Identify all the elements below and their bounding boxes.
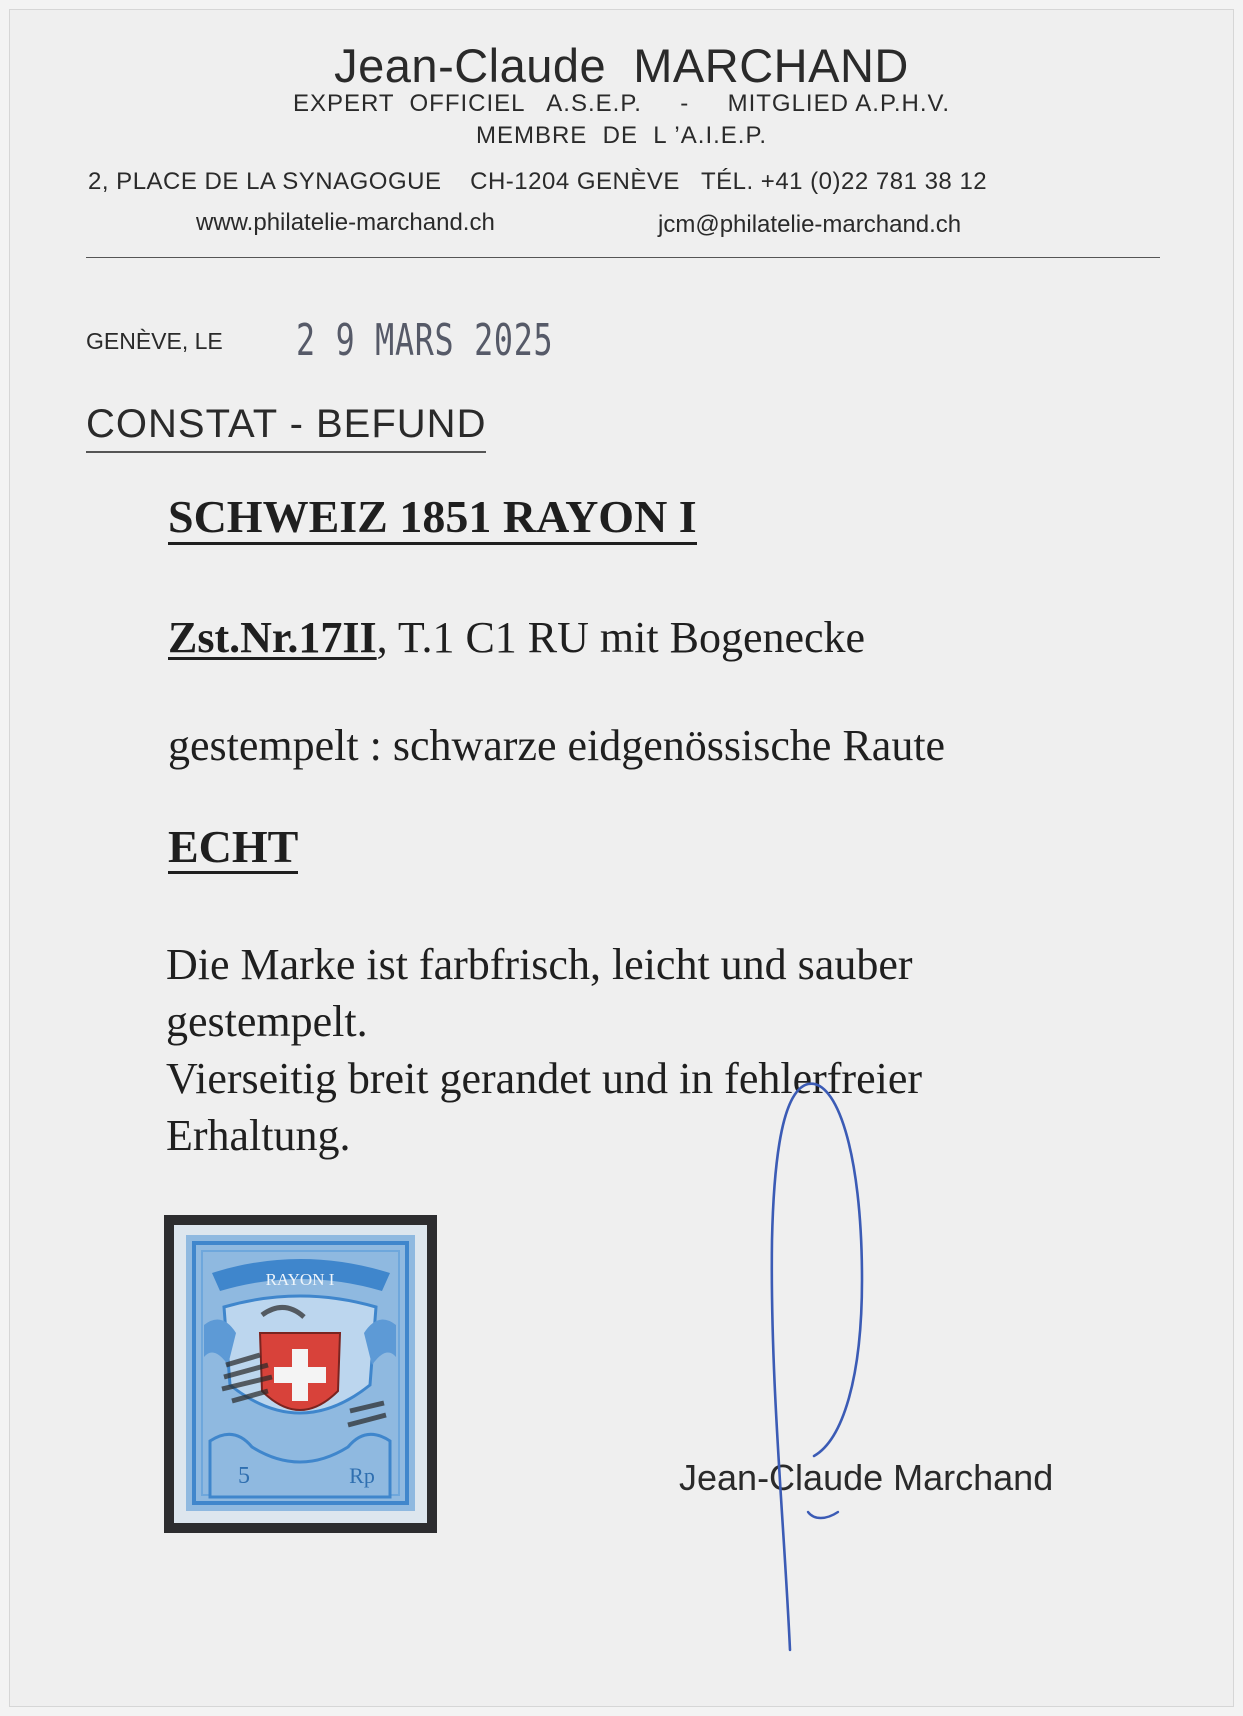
document-heading: CONSTAT - BEFUND: [86, 402, 486, 453]
condition-description: [166, 936, 922, 1164]
catalog-details: , T.1 C1 RU mit Bogenecke: [376, 613, 866, 662]
description-line: gestempelt.: [166, 997, 368, 1046]
certificate-title: SCHWEIZ 1851 RAYON I: [168, 493, 697, 545]
date-stamp: 2 9 MARS 2025: [296, 315, 554, 366]
stamp-banner-text: RAYON I: [265, 1270, 335, 1289]
expert-name: Jean-Claude MARCHAND: [334, 39, 909, 92]
website-link[interactable]: www.philatelie-marchand.ch: [196, 209, 495, 236]
stamp-unit-text: Rp: [349, 1463, 375, 1488]
expert-membership: MEMBRE DE L ’A.I.E.P.: [475, 122, 768, 149]
verdict: ECHT: [168, 823, 298, 874]
description-line: Die Marke ist farbfrisch, leicht und sauber: [166, 940, 913, 989]
stamp-image: [164, 1215, 437, 1533]
description-line: Erhaltung.: [166, 1111, 351, 1160]
postal-address: 2, PLACE DE LA SYNAGOGUE CH-1204 GENÈVE TÉL. +41 (0)22 781 38 12: [88, 168, 988, 195]
place-label: GENÈVE, LE: [86, 328, 223, 354]
cancellation-line: gestempelt : schwarze eidgenössische Raute: [168, 721, 946, 770]
signer-name: Jean-Claude Marchand: [679, 1457, 1054, 1498]
email-link[interactable]: jcm@philatelie-marchand.ch: [658, 211, 962, 238]
catalog-line: [168, 612, 865, 663]
catalog-number: Zst.Nr.17II: [168, 613, 377, 662]
stamp-value-text: 5: [238, 1463, 250, 1489]
expert-affiliations: EXPERT OFFICIEL A.S.E.P. - MITGLIED A.P.H.V.: [293, 90, 950, 117]
description-line: Vierseitig breit gerandet und in fehlerfreier: [166, 1054, 923, 1103]
stamp-photo: [164, 1215, 437, 1533]
header-divider: [86, 257, 1160, 258]
